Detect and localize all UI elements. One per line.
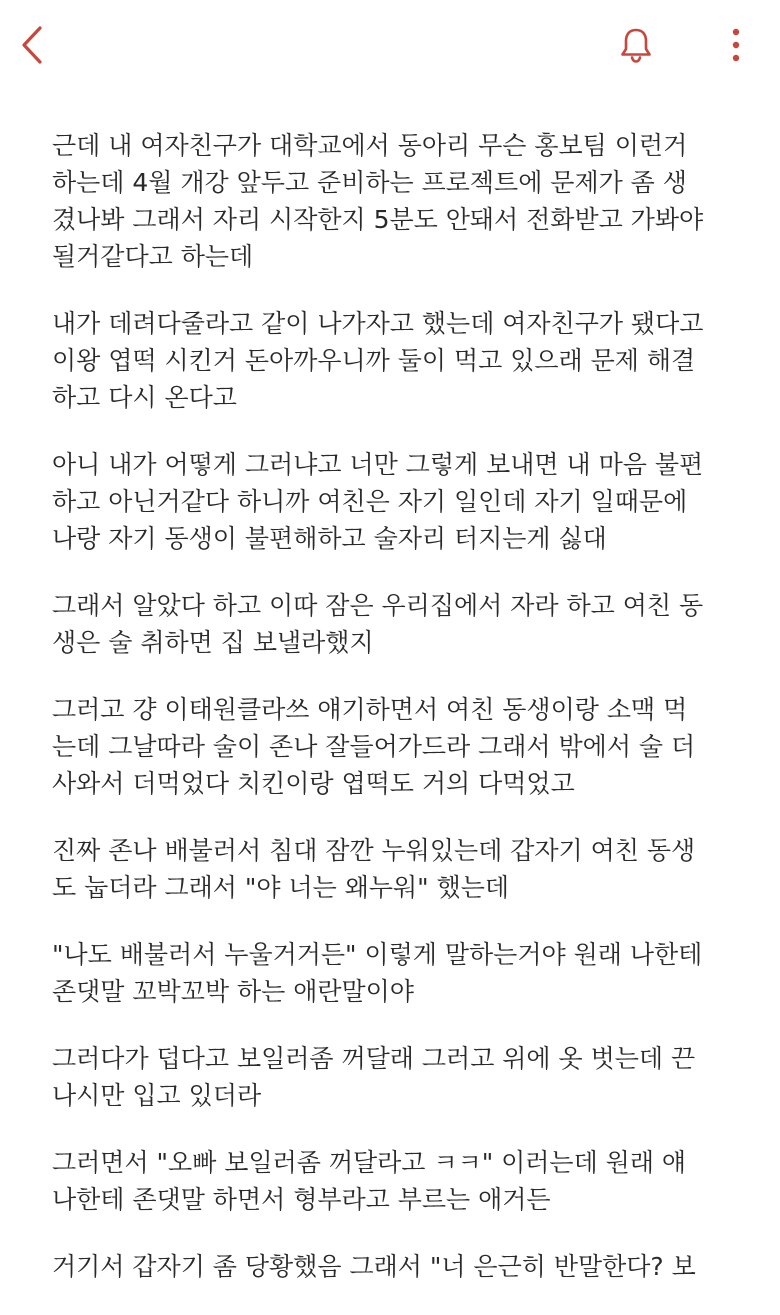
top-app-bar [0,0,780,92]
post-text-line: "나도 배불러서 누울거거든" 이렇게 말하는거야 원래 나한테 [52,940,703,969]
post-text-line: 하는데 4월 개강 앞두고 준비하는 프로젝트에 문제가 좀 생 [52,168,687,197]
post-paragraph [52,1040,752,1114]
post-text-line: 그러다가 덥다고 보일러좀 꺼달래 그러고 위에 옷 벗는데 끈 [52,1044,696,1073]
post-paragraph [52,1248,752,1285]
post-paragraph [52,446,752,557]
chevron-left-icon [20,25,44,65]
back-button[interactable] [10,20,54,70]
more-vertical-icon [731,28,741,62]
post-paragraph [52,832,752,906]
more-options-button[interactable] [716,20,756,70]
post-paragraph [52,127,752,275]
post-paragraph [52,1144,752,1218]
post-paragraph [52,936,752,1010]
post-text-line: 그래서 알았다 하고 이따 잠은 우리집에서 자라 하고 여친 동 [52,591,704,620]
post-text-line: 진짜 존나 배불러서 침대 잠깐 누워있는데 갑자기 여친 동생 [52,836,696,865]
post-text-line: 하고 아닌거같다 하니까 여친은 자기 일인데 자기 일때문에 [52,487,688,516]
post-text-line: 그러고 걍 이태원클라쓰 얘기하면서 여친 동생이랑 소맥 먹 [52,695,688,724]
post-text-line: 거기서 갑자기 좀 당황했음 그래서 "너 은근히 반말한다? 보 [52,1252,696,1281]
post-text-line: 될거같다고 하는데 [52,242,254,271]
post-paragraph [52,587,752,661]
post-text-line: 아니 내가 어떻게 그러냐고 너만 그렇게 보내면 내 마음 불편 [52,450,704,479]
post-text-line: 그러면서 "오빠 보일러좀 꺼달라고 ㅋㅋ" 이러는데 원래 얘 [52,1148,687,1177]
post-text-line: 나랑 자기 동생이 불편해하고 술자리 터지는게 싫대 [52,524,607,553]
post-text-line: 사와서 더먹었다 치킨이랑 엽떡도 거의 다먹었고 [52,769,575,798]
post-text-line: 내가 데려다줄라고 같이 나가자고 했는데 여자친구가 됐다고 [52,309,704,338]
post-text-line: 생은 술 취하면 집 보낼라했지 [52,628,374,657]
post-text-line: 하고 다시 온다고 [52,383,237,412]
post-text-line: 근데 내 여자친구가 대학교에서 동아리 무슨 홍보팀 이런거 [52,131,688,160]
post-text-line: 도 눕더라 그래서 "야 너는 왜누워" 했는데 [52,873,510,902]
post-text-line: 겼나봐 그래서 자리 시작한지 5분도 안돼서 전화받고 가봐야 [52,205,704,234]
post-text-line: 나시만 입고 있더라 [52,1081,262,1110]
post-text-line: 이왕 엽떡 시킨거 돈아까우니까 둘이 먹고 있으래 문제 해결 [52,346,696,375]
bell-icon [619,26,653,64]
post-text-line: 존댓말 꼬박꼬박 하는 애란말이야 [52,977,414,1006]
post-text-line: 나한테 존댓말 하면서 형부라고 부르는 애거든 [52,1185,551,1214]
notification-button[interactable] [612,20,660,70]
post-text-line: 는데 그날따라 술이 존나 잘들어가드라 그래서 밖에서 술 더 [52,732,696,761]
post-body [52,127,752,1315]
post-paragraph [52,691,752,802]
post-paragraph [52,305,752,416]
